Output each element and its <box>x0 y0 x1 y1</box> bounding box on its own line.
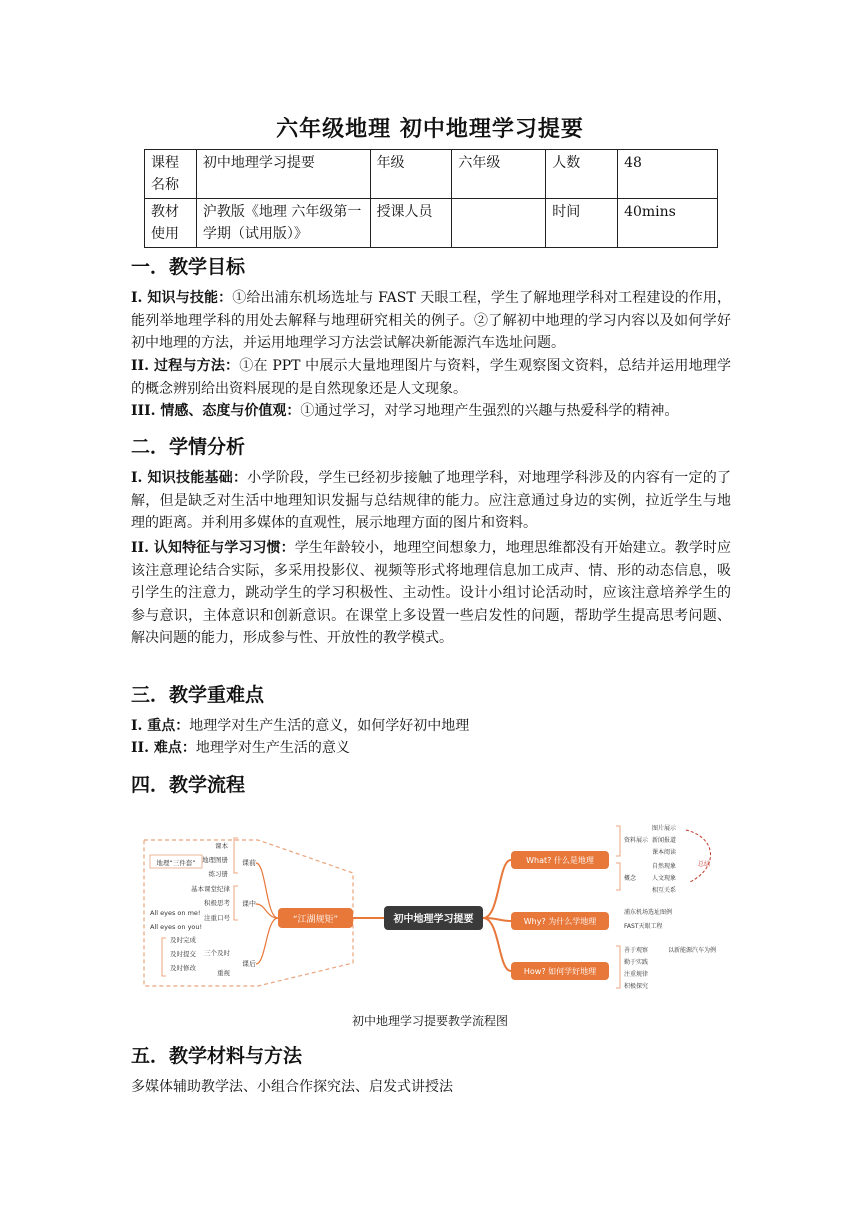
node-label: 善于观察 <box>624 947 649 954</box>
table-cell: 教材使用 <box>145 199 197 248</box>
difficult-point <box>131 737 350 759</box>
methods-text: 多媒体辅助教学法、小组合作探究法、启发式讲授法 <box>131 1079 453 1095</box>
node-label: 勤于实践 <box>624 959 649 966</box>
section-heading-analysis: 二．学情分析 <box>131 436 246 458</box>
node-label: 基本课堂纪律 <box>191 885 230 893</box>
node-label: 课前 <box>242 859 256 867</box>
table-row <box>145 150 718 199</box>
objective-process <box>131 355 731 400</box>
node-label: FAST天眼工程 <box>624 923 663 930</box>
node-label: 相互关系 <box>652 887 677 894</box>
table-row <box>145 199 718 248</box>
table-cell: 48 <box>618 150 718 199</box>
center-node-label: 初中地理学习提要 <box>393 914 474 925</box>
node-label: All eyes on you! <box>150 923 203 931</box>
node-label: What? 什么是地理 <box>526 856 594 865</box>
text: ①在 PPT 中展示大量地理图片与资料，学生观察图文资料，总结并运用地理学的概念辨别给出资料展现的是自然现象还是人文现象。 <box>131 358 731 397</box>
left-hub-label: “江湖规矩” <box>292 915 339 925</box>
table-cell: 六年级 <box>452 150 546 199</box>
text: 地理学对生产生活的意义，如何学好初中地理 <box>189 718 470 734</box>
label: I. 知识技能基础： <box>131 470 248 486</box>
node-label: 课本 <box>215 842 228 850</box>
node-label: 人文现象 <box>652 875 677 882</box>
course-info-table <box>144 149 718 248</box>
node-label: 注重口号 <box>204 914 230 922</box>
node-label: 注重规律 <box>624 971 649 978</box>
bracket <box>162 938 166 976</box>
figure-caption: 初中地理学习提要教学流程图 <box>351 1014 508 1028</box>
node-label: 课后 <box>242 960 256 968</box>
node-label: 概念 <box>624 875 637 882</box>
label: II. 认知特征与学习习惯： <box>131 540 295 556</box>
node-label: How? 如何学好地理 <box>523 967 597 976</box>
table-cell: 年级 <box>370 150 452 199</box>
node-label: 新闻报道 <box>652 837 677 844</box>
text: 学生年龄较小，地理空间想象力，地理思维都没有开始建立。教学时应该注意理论结合实际，多采用投影仪、视频等形式将地理信息加工成声、情、形的动态信息，吸引学生的注意力，跳动学生的学习积极性、主动性。设计小组讨论活动时，应该注意培养学生的参与意识，主体意识和创新意识。在课堂上多设置一些启发性的问题，帮助学生提高思考问题、解决问题的能力，形成参与性、开放性的教学模式。 <box>131 540 731 647</box>
node-label: 自然现象 <box>652 863 677 870</box>
connector-line <box>483 860 511 918</box>
table-cell: 初中地理学习提要 <box>196 150 370 199</box>
summary-arrow <box>686 830 711 882</box>
table-cell: 40mins <box>618 199 718 248</box>
node-label: 总结 <box>698 861 711 868</box>
text: ①给出浦东机场选址与 FAST 天眼工程，学生了解地理学科对工程建设的作用，能列举地理学科的用处去解释与地理研究相关的例子。②了解初中地理的学习内容以及如何学好初中地理的方法，并运用地理学习方法尝试解决新能源汽车选址问题。 <box>131 290 731 352</box>
label: II. 过程与方法： <box>131 358 240 374</box>
analysis-cognition <box>131 537 731 650</box>
text: ①通过学习，对学习地理产生强烈的兴趣与热爱科学的精神。 <box>300 403 679 419</box>
teaching-flow-mindmap <box>138 818 722 993</box>
text: 小学阶段，学生已经初步接触了地理学科，对地理学科涉及的内容有一定的了解，但是缺乏对生活中地理知识发掘与总结规律的能力。应注意通过身边的实例，拉近学生与地理的距离。并利用多媒体的直观性，展示地理方面的图片和资料。 <box>131 470 732 532</box>
node-label: 重视 <box>217 969 230 977</box>
section-heading-key-points: 三．教学重难点 <box>131 684 265 706</box>
analysis-knowledge <box>131 467 731 535</box>
bracket <box>616 863 620 890</box>
page-title: 六年级地理 初中地理学习提要 <box>276 117 584 142</box>
connector-line <box>483 918 511 971</box>
bracket <box>616 826 620 856</box>
node-label: 练习册 <box>208 870 228 878</box>
objective-knowledge <box>131 287 731 355</box>
node-label: 三个及时 <box>204 949 230 957</box>
node-label: All eyes on me! <box>150 909 201 917</box>
objective-attitude <box>131 400 731 423</box>
node-label: 及时修改 <box>170 964 196 972</box>
label: III. 情感、态度与价值观： <box>131 403 301 419</box>
table-cell: 人数 <box>546 150 618 199</box>
section-heading-methods: 五．教学材料与方法 <box>131 1045 303 1067</box>
bracket <box>234 838 238 873</box>
node-label: 积极思考 <box>204 899 230 907</box>
node-label: 及时提交 <box>170 950 196 958</box>
node-label: 地理图册 <box>202 856 228 864</box>
node-label: 图片展示 <box>652 825 677 832</box>
node-label: 课本阅读 <box>652 849 677 856</box>
key-point <box>131 715 469 737</box>
section-heading-objectives: 一．教学目标 <box>131 256 246 278</box>
label: I. 重点： <box>131 718 190 734</box>
node-label: 及时完成 <box>170 936 196 944</box>
node-label: 以新能源汽车为例 <box>668 947 717 954</box>
bracket <box>616 946 620 988</box>
node-label: Why? 为什么学地理 <box>523 917 597 926</box>
text: 地理学对生产生活的意义 <box>195 740 350 756</box>
connector-line <box>256 918 278 964</box>
table-cell: 时间 <box>546 199 618 248</box>
bracket <box>234 886 238 920</box>
node-label: 课中 <box>242 900 256 908</box>
node-label: 资料展示 <box>624 837 649 844</box>
table-cell: 课程名称 <box>145 150 197 199</box>
table-cell: 授课人员 <box>370 199 452 248</box>
node-label: 浦东机场选址图例 <box>624 909 673 916</box>
node-label: 积极探究 <box>624 983 649 990</box>
connector-line <box>256 863 278 918</box>
node-label: 地理“三件套” <box>156 859 196 867</box>
label: II. 难点： <box>131 740 196 756</box>
table-cell <box>452 199 546 248</box>
label: I. 知识与技能： <box>131 290 233 306</box>
section-heading-flow: 四．教学流程 <box>131 774 246 796</box>
table-cell: 沪教版《地理 六年级第一学期（试用版）》 <box>196 199 370 248</box>
